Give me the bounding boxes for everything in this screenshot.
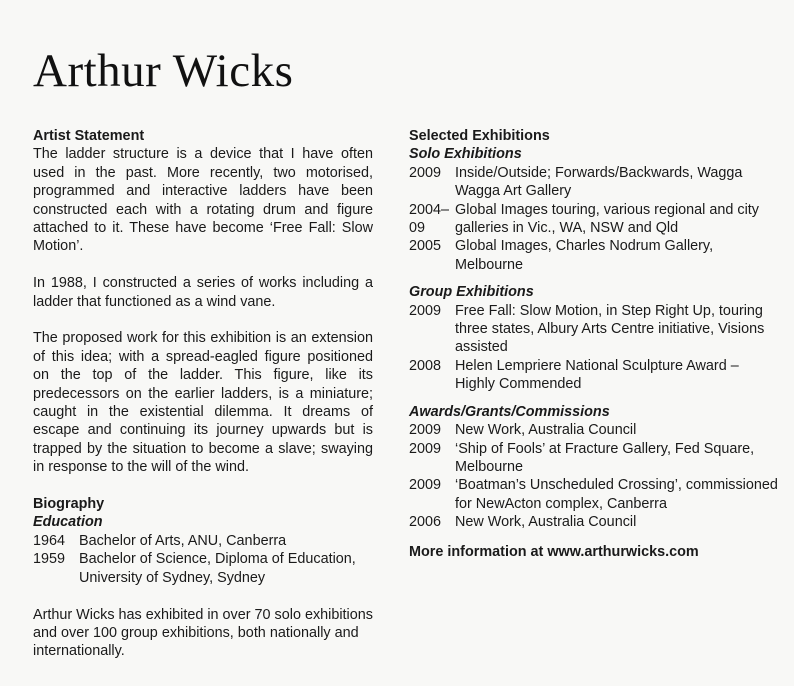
entry-text: Bachelor of Science, Diploma of Education, University of Sydney, Sydney: [79, 551, 356, 586]
entry-year: 2009: [409, 302, 442, 319]
entry-year: 2009: [409, 477, 442, 494]
solo-exhibition-entry: [409, 201, 779, 238]
solo-exhibition-entry: [409, 164, 779, 201]
award-entry: [409, 513, 779, 531]
entry-text: New Work, Australia Council: [455, 514, 637, 531]
selected-exhibitions-section: [409, 127, 779, 394]
page-title: Arthur Wicks: [33, 45, 294, 97]
entry-text: Global Images, Charles Nodrum Gallery, Melbourne: [455, 238, 714, 273]
left-column: [33, 127, 373, 661]
group-exhibition-entry: [409, 357, 779, 394]
awards-heading: Awards/Grants/Commissions: [409, 403, 610, 420]
artist-statement-heading: Artist Statement: [33, 128, 145, 144]
artist-statement-section: [33, 127, 373, 477]
selected-exhibitions-heading: Selected Exhibitions: [409, 128, 550, 144]
award-entry: [409, 421, 779, 439]
entry-text: Inside/Outside; Forwards/Backwards, Wagga Wagga Art Gallery: [455, 164, 743, 200]
biography-heading: Biography: [33, 496, 105, 513]
entry-year: 2005: [409, 238, 442, 255]
education-entry: [33, 550, 373, 587]
entry-year: 2009: [409, 164, 442, 181]
entry-text: ‘Ship of Fools’ at Fracture Gallery, Fed Square, Melbourne: [455, 440, 755, 475]
solo-exhibitions-heading: Solo Exhibitions: [409, 146, 522, 163]
entry-year: 1964: [33, 532, 66, 549]
award-entry: [409, 476, 779, 513]
more-info-link[interactable]: More information at www.arthurwicks.com: [409, 543, 699, 560]
awards-section: [409, 403, 779, 532]
biography-section: [33, 495, 373, 661]
entry-year: 2009: [409, 422, 442, 439]
group-exhibition-entry: [409, 302, 779, 357]
entry-year: 2006: [409, 514, 442, 531]
entry-year: 1959: [33, 551, 66, 568]
statement-paragraph: The ladder structure is a device that I have often used in the past. More recently, two motorised, programmed and interactive ladders have been constructed each with a rotating drum and figure attached to it. These have become ‘Free Fall: Slow Motion’.: [33, 146, 373, 255]
statement-paragraph: In 1988, I constructed a series of works including a ladder that functioned as a wind vane.: [33, 275, 373, 310]
entry-year: 2008: [409, 357, 442, 374]
entry-text: ‘Boatman’s Unscheduled Crossing’, commissioned for NewActon complex, Canberra: [455, 477, 778, 512]
solo-exhibition-entry: [409, 237, 779, 274]
entry-text: Helen Lempriere National Sculpture Award – Highly Commended: [455, 357, 739, 393]
statement-paragraph: The proposed work for this exhibition is an extension of this idea; with a spread-eagled figure positioned on the top of the ladder. This figure, like its predecessors on the earlier ladders, is a miniature; caught in the existential dilemma. It dreams of escape and continuing its journey upwards but is trapped by the situation to become a slave; swaying in response to the will of the wind.: [33, 330, 373, 476]
group-exhibitions-heading: Group Exhibitions: [409, 284, 534, 301]
entry-year: 2009: [409, 440, 442, 457]
entry-year: 2004– 09: [409, 201, 450, 237]
education-entry: [33, 532, 373, 550]
education-heading: Education: [33, 514, 103, 531]
entry-text: Bachelor of Arts, ANU, Canberra: [79, 532, 287, 549]
biography-summary: Arthur Wicks has exhibited in over 70 solo exhibitions and over 100 group exhibitions, both nationally and internationally.: [33, 606, 373, 660]
award-entry: [409, 440, 779, 477]
entry-text: New Work, Australia Council: [455, 422, 637, 439]
entry-text: Free Fall: Slow Motion, in Step Right Up, touring three states, Albury Arts Centre initiative, Visions assisted: [455, 302, 765, 356]
entry-text: Global Images touring, various regional and city galleries in Vic., WA, NSW and Qld: [455, 201, 759, 237]
right-column: [409, 127, 779, 561]
